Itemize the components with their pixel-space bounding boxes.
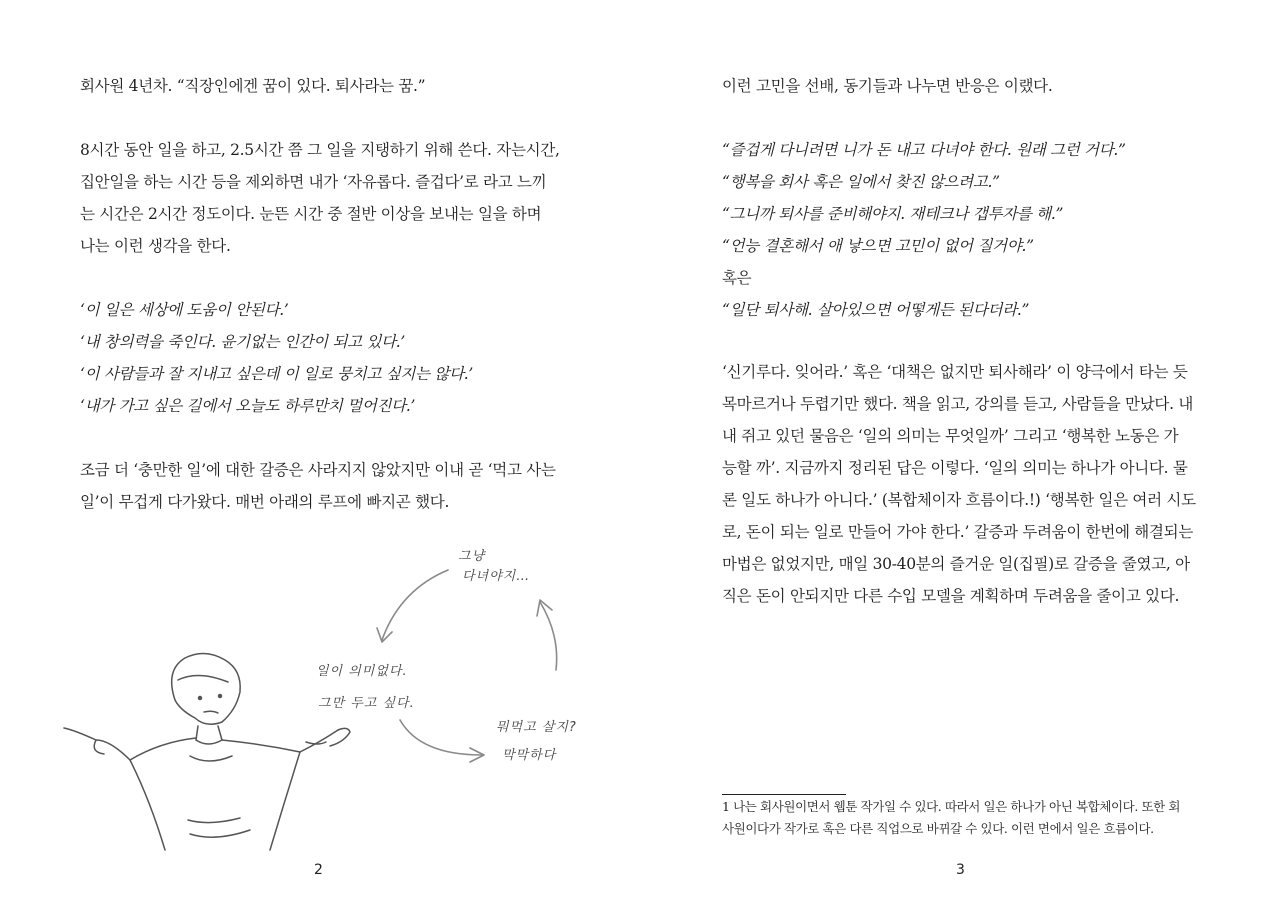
text-line: 조금 더 ‘충만한 일’에 대한 갈증은 사라지지 않았지만 이내 곧 ‘먹고 사는 xyxy=(80,461,556,479)
quote-line: “즐겁게 다니려면 니가 돈 내고 다녀야 한다. 원래 그런 거다.” xyxy=(722,141,1126,159)
text-line: 론 일도 하나가 아니다.’ (복합체이자 흐름이다.!) ‘행복한 일은 여러 시도 xyxy=(722,491,1196,509)
arrow-top-to-left xyxy=(382,570,448,640)
label-right-line: 뭐먹고 살지? xyxy=(496,720,577,735)
quote-line: ‘이 사람들과 잘 지내고 싶은데 이 일로 뭉치고 싶지는 않다.’ xyxy=(80,365,474,383)
text-line: 8시간 동안 일을 하고, 2.5시간 쯤 그 일을 지탱하기 위해 쓴다. 자는시간, xyxy=(80,141,560,159)
page-number-left: 2 xyxy=(314,862,323,878)
connector-text: 혹은 xyxy=(722,269,752,287)
person-shrugging xyxy=(64,653,350,850)
label-right-line: 막막하다 xyxy=(502,748,557,763)
footnote-line: 사원이다가 작가로 혹은 다른 직업으로 바뀌갈 수 있다. 이런 면에서 일은 흐름이다. xyxy=(722,821,1154,836)
arrow-right-to-top xyxy=(540,602,557,670)
intro-line: 회사원 4년차. “직장인에겐 꿈이 있다. 퇴사라는 꿈.” xyxy=(80,77,426,95)
text-line: 직은 돈이 안되지만 다른 수입 모델을 계획하며 두려움을 줄이고 있다. xyxy=(722,587,1180,605)
quote-line: ‘내 창의력을 죽인다. 윤기없는 인간이 되고 있다.’ xyxy=(80,333,406,351)
label-left-line: 일이 의미없다. xyxy=(316,664,408,679)
text-line: 집안일을 하는 시간 등을 제외하면 내가 ‘자유롭다. 즐겁다’로 라고 느끼 xyxy=(80,173,547,191)
quote-line: “그니까 퇴사를 준비해야지. 재테크나 갭투자를 해.” xyxy=(722,205,1064,223)
text-line: 능할 까’. 지금까지 정리된 답은 이렇다. ‘일의 의미는 하나가 아니다. 물 xyxy=(722,459,1188,477)
quote-line: ‘내가 가고 싶은 길에서 오늘도 하루만치 멀어진다.’ xyxy=(80,397,416,415)
label-top-line: 다녀야지… xyxy=(462,569,531,584)
text-line: ‘신기루다. 잊어라.’ 혹은 ‘대책은 없지만 퇴사해라’ 이 양극에서 타는 듯 xyxy=(722,363,1188,381)
page-number-right: 3 xyxy=(956,862,965,878)
footnote xyxy=(722,796,1202,840)
text-line: 로, 돈이 되는 일로 만들어 가야 한다.’ 갈증과 두려움이 한번에 해결되는 xyxy=(722,523,1193,541)
label-top-line: 그냥 xyxy=(458,549,486,564)
text-line: 일’이 무겁게 다가왔다. 매번 아래의 루프에 빠지곤 했다. xyxy=(80,493,450,511)
quote-line: “행복을 회사 혹은 일에서 찾진 않으려고.” xyxy=(722,173,1000,191)
label-left-line: 그만 두고 싶다. xyxy=(318,696,415,711)
quote-line: ‘이 일은 세상에 도움이 안된다.’ xyxy=(80,301,289,319)
footnote-rule xyxy=(722,794,846,795)
text-line: 목마르거나 두렵기만 했다. 책을 읽고, 강의를 듣고, 사람들을 만났다. 내 xyxy=(722,395,1193,413)
text-line: 나는 이런 생각을 한다. xyxy=(80,237,231,255)
intro-line: 이런 고민을 선배, 동기들과 나누면 반응은 이랬다. xyxy=(722,77,1053,95)
text-line: 마법은 없었지만, 매일 30-40분의 즐거운 일(집필)로 갈증을 줄였고, 아 xyxy=(722,555,1190,573)
footnote-line: 1 나는 회사원이면서 웹툰 작가일 수 있다. 따라서 일은 하나가 아닌 복합체이다. 또한 회 xyxy=(722,799,1181,814)
text-line: 는 시간은 2시간 정도이다. 눈뜬 시간 중 절반 이상을 보내는 일을 하며 xyxy=(80,205,542,223)
arrow-left-to-right xyxy=(400,720,482,755)
right-page xyxy=(640,0,1280,910)
quote-line: “일단 퇴사해. 살아있으면 어떻게든 된다더라.” xyxy=(722,301,1030,319)
text-line: 내 쥐고 있던 물음은 ‘일의 의미는 무엇일까’ 그리고 ‘행복한 노동은 가 xyxy=(722,427,1179,445)
quote-line: “언능 결혼해서 애 낳으면 고민이 없어 질거야.” xyxy=(722,237,1034,255)
